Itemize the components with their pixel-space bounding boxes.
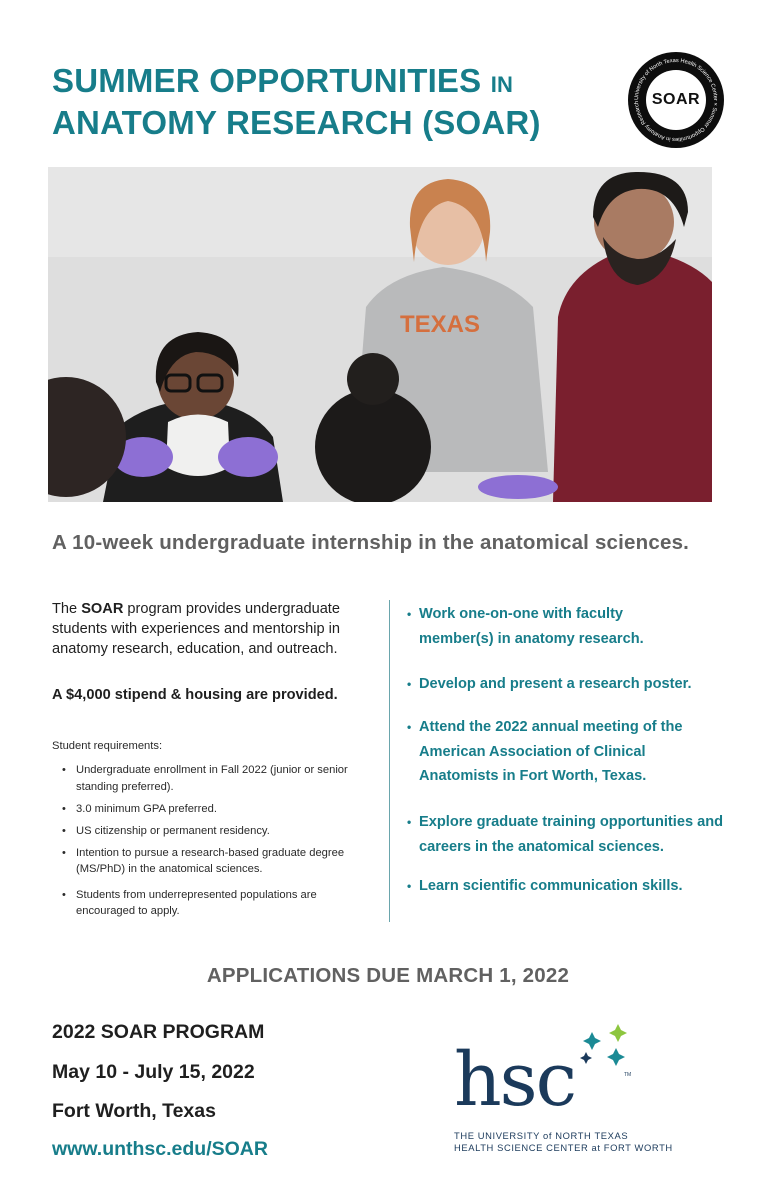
hsc-wordmark: hsc [454, 1037, 576, 1123]
stipend-text: A $4,000 stipend & housing are provided. [52, 687, 338, 703]
trademark-mark: TM [624, 1072, 632, 1078]
list-item: • Explore graduate training opportunities and careers in the anatomical sciences. [407, 810, 737, 859]
bullet-icon: • [407, 677, 412, 691]
requirements-title: Student requirements: [52, 740, 163, 752]
bullet-icon: • [407, 720, 412, 734]
svg-text:TEXAS: TEXAS [400, 311, 481, 338]
hsc-logo [448, 1022, 688, 1157]
page-title [52, 62, 612, 142]
applications-deadline: APPLICATIONS DUE MARCH 1, 2022 [206, 964, 570, 987]
list-item: • 3.0 minimum GPA preferred. [62, 801, 372, 818]
list-item: • Attend the 2022 annual meeting of the American Association of Clinical Anatomists in Fort Worth, Texas. [407, 715, 727, 789]
title-line-2: ANATOMY RESEARCH (SOAR) [52, 104, 541, 141]
list-item: • Students from underrepresented populations are encouraged to apply. [62, 887, 352, 920]
list-item: • US citizenship or permanent residency. [62, 823, 372, 840]
bullet-icon: • [407, 607, 412, 621]
program-location: Fort Worth, Texas [52, 1100, 216, 1122]
students-photo-illustration [48, 167, 712, 502]
list-item: • Intention to pursue a research-based graduate degree (MS/PhD) in the anatomical sciences. [62, 845, 372, 878]
program-url-link[interactable]: www.unthsc.edu/SOAR [52, 1138, 268, 1160]
hsc-university-line: THE UNIVERSITY of NORTH TEXAS [454, 1130, 629, 1141]
list-item: • Develop and present a research poster. [407, 672, 737, 697]
soar-logo-center: SOAR [646, 70, 706, 130]
subtitle: A 10-week undergraduate internship in the anatomical sciences. [52, 531, 690, 554]
bullet-icon: • [407, 879, 412, 893]
students-photo [48, 167, 712, 502]
bullet-icon: • [407, 815, 412, 829]
hsc-center-line: HEALTH SCIENCE CENTER at FORT WORTH [454, 1142, 673, 1153]
list-item: • Undergraduate enrollment in Fall 2022 (junior or senior standing preferred). [62, 762, 352, 795]
title-line-1: SUMMER OPPORTUNITIES IN [52, 62, 514, 99]
program-name: 2022 SOAR PROGRAM [52, 1021, 265, 1043]
requirements-list [62, 762, 372, 925]
program-dates: May 10 - July 15, 2022 [52, 1061, 255, 1083]
list-item: • Work one-on-one with faculty member(s) in anatomy research. [407, 602, 697, 651]
column-divider [389, 600, 390, 922]
list-item: • Learn scientific communication skills. [407, 874, 737, 899]
sparkle-stars-icon [576, 1022, 656, 1074]
soar-logo-ring-text: University of North Texas Health Science Center × Summer Opportunities in Anatomy Research [633, 57, 719, 143]
soar-logo [628, 52, 724, 148]
program-intro: The SOAR program provides undergraduate students with experiences and mentorship in anatomy research, education, and outreach. [52, 601, 340, 657]
